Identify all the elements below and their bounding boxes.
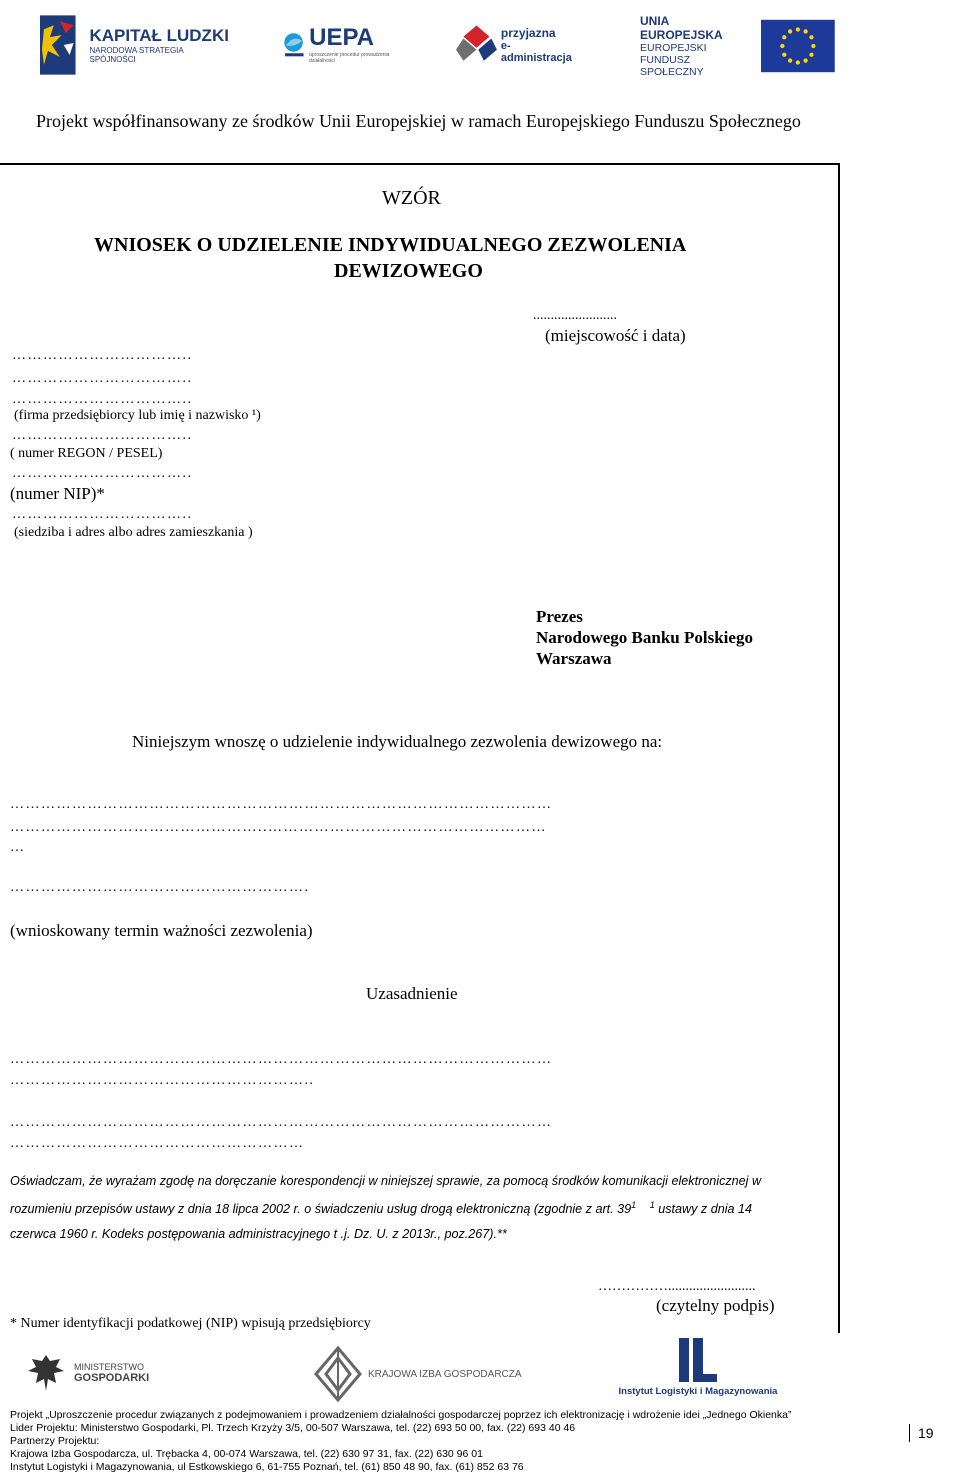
justification-dots-1: …………………………………………………………………………………………… [10, 1052, 553, 1067]
kig-logo [312, 1346, 522, 1402]
justification-dots-3: …………………………………………………………………………………………… [10, 1115, 553, 1130]
uepa-logo [282, 20, 392, 68]
justification-dots-2: ………………………………………………….. [10, 1073, 315, 1088]
ilim-title: Instytut Logistyki i Magazynowania [618, 1386, 778, 1397]
przyjazna-title: przyjazna [500, 26, 556, 40]
place-date-label: (miejscowość i data) [545, 326, 686, 345]
consent-line-2a: rozumieniu przepisów ustawy z dnia 18 lipca 2002 r. o świadczeniu usług drogą elektroniczną (zgodnie z art. 39 [10, 1202, 632, 1217]
siedziba-label: (siedziba i adres albo adres zamieszkania ) [14, 525, 253, 540]
eu-flag-icon [761, 19, 835, 73]
eu-line3: FUNDUSZ SPOŁECZNY [640, 54, 704, 78]
footer-ilim-line: Instytut Logistyki i Magazynowania, ul Estkowskiego 6, 61-755 Poznań, tel. (61) 850 48 90, fax. (61) 852 63 76 [10, 1461, 524, 1473]
kapital-ludzki-emblem-icon [40, 15, 80, 75]
uepa-globe-icon [282, 26, 305, 62]
addressee-line3: Warszawa [536, 649, 612, 668]
kig-emblem-icon [312, 1346, 364, 1402]
project-cofinance-line: Projekt współfinansowany ze środków Unii Europejskiej w ramach Europejskiego Funduszu Społecznego [36, 111, 801, 131]
eu-line1: UNIA EUROPEJSKA [640, 14, 723, 42]
przyjazna-logo [456, 20, 576, 70]
ministerstwo-line2: GOSPODARKI [74, 1372, 150, 1384]
uepa-subtitle: uproszczenie procedur prowadzenia działalności [309, 52, 390, 64]
page-number-divider [909, 1424, 910, 1442]
footer-kig-line: Krajowa Izba Gospodarcza, ul. Trębacka 4, 00-074 Warszawa, tel. (22) 630 97 31, fax. (22) 630 96 01 [10, 1448, 483, 1460]
name-dots-3: …………………………….. [12, 392, 193, 407]
termin-label: (wnioskowany termin ważności zezwolenia) [10, 921, 313, 940]
siedziba-dots: …………………………….. [12, 507, 193, 522]
polish-eagle-icon [24, 1351, 68, 1395]
regon-dots: …………………………….. [12, 428, 193, 443]
consent-sup-1: 1 [631, 1200, 637, 1210]
regon-label: ( numer REGON / PESEL) [10, 446, 163, 461]
consent-line-2 [10, 1200, 752, 1216]
request-dots-4: …………………………………………………. [10, 880, 310, 895]
name-dots-2: …………………………….. [12, 371, 193, 386]
name-dots-1: …………………………….. [12, 348, 193, 363]
przyjazna-puzzle-icon [456, 22, 497, 68]
nip-footnote: * Numer identyfikacji podatkowej (NIP) wpisują przedsiębiorcy [10, 1316, 371, 1331]
justification-dots-4: ………………………………………………… [10, 1136, 305, 1151]
wzor-label: WZÓR [382, 187, 441, 209]
signature-label: (czytelny podpis) [656, 1296, 775, 1315]
nip-dots: …………………………….. [12, 466, 193, 481]
page-number: 19 [918, 1425, 934, 1441]
eu-logo [640, 14, 835, 78]
nip-label: (numer NIP)* [10, 484, 105, 503]
request-dots-3: … [10, 840, 26, 855]
consent-sup-2: 1 [649, 1200, 655, 1210]
ministerstwo-logo [24, 1350, 164, 1396]
ilim-logo [618, 1334, 778, 1408]
przyjazna-subtitle: e-administracja [500, 40, 572, 64]
consent-line-3: czerwca 1960 r. Kodeks postępowania administracyjnego t .j. Dz. U. z 2013r., poz.267).** [10, 1227, 507, 1241]
form-title-line2: DEWIZOWEGO [334, 260, 483, 282]
place-date-dots: ........................ [533, 308, 617, 323]
consent-line-2b: ustawy z dnia 14 [658, 1202, 753, 1217]
request-dots-1: …………………………………………………………………………………………… [10, 797, 553, 812]
request-dots-2: …………………………………………..……………………………………………… [10, 820, 547, 835]
request-text: Niniejszym wnoszę o udzielenie indywidualnego zezwolenia dewizowego na: [132, 732, 663, 751]
signature-dots: ……………......................... [598, 1279, 756, 1294]
addressee-line2: Narodowego Banku Polskiego [536, 628, 753, 647]
form-title-line1: WNIOSEK O UDZIELENIE INDYWIDUALNEGO ZEZWOLENIA [94, 234, 687, 256]
kapital-ludzki-title: KAPITAŁ LUDZKI [89, 26, 229, 45]
kig-title: KRAJOWA IZBA GOSPODARCZA [368, 1368, 522, 1380]
consent-line-1: Oświadczam, że wyrażam zgodę na doręczanie korespondencji w niniejszej sprawie, za pomocą środków komunikacji elektronicznej w [10, 1174, 762, 1188]
ilim-emblem-icon [673, 1334, 723, 1386]
footer-leader-line: Lider Projektu: Ministerstwo Gospodarki, Pl. Trzech Krzyży 3/5, 00-507 Warszawa, tel. (22) 693 50 00, fax. (22) 693 40 46 [10, 1422, 576, 1434]
eu-line2: EUROPEJSKI [640, 42, 707, 54]
ministerstwo-line1: MINISTERSTWO [74, 1362, 144, 1372]
footer-partners-label: Partnerzy Projektu: [10, 1435, 100, 1447]
addressee-line1: Prezes [536, 607, 583, 626]
firma-label: (firma przedsiębiorcy lub imię i nazwisko ¹) [14, 408, 261, 423]
uzasadnienie-heading: Uzasadnienie [366, 984, 458, 1003]
kapital-ludzki-subtitle: NARODOWA STRATEGIA SPÓJNOŚCI [89, 46, 184, 64]
footer-project-line: Projekt „Uproszczenie procedur związanych z podejmowaniem i prowadzeniem działalności gospodarczej poprzez ich elektronizację i wdrożenie idei „Jednego Okienka” [10, 1409, 792, 1421]
uepa-title: UEPA [309, 24, 375, 51]
kapital-ludzki-logo [40, 14, 230, 76]
